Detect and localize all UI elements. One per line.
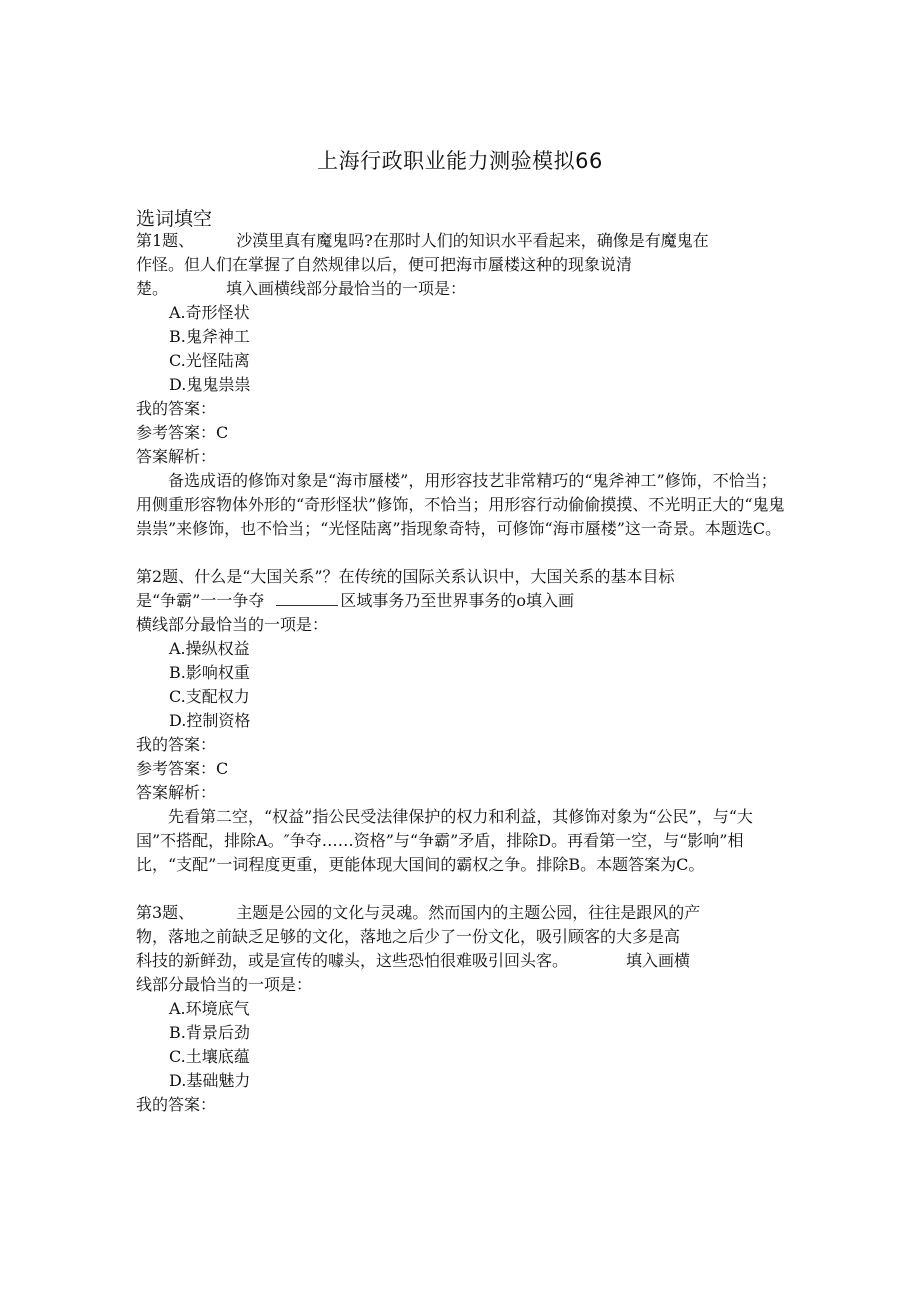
- analysis-text: 先看第二空，“权益”指公民受法律保护的权力和利益，其修饰对象为“公民”，与“大国”不搭配，排除A。″争夺……资格”与“争霸”矛盾，排除D。再看第一空，与“影响”相比，“支配”一词程度更重，更能体现大国间的霸权之争。排除B。本题答案为C。: [136, 807, 753, 874]
- option-d[interactable]: D.鬼鬼祟祟: [169, 375, 251, 394]
- question-number: 第2题、: [136, 567, 195, 586]
- question-stem-line: 是“争霸”一一争夺 区域事务乃至世界事务的o填入画: [136, 591, 575, 610]
- question-list: [136, 229, 786, 1117]
- reference-answer: 参考答案：C: [136, 423, 229, 442]
- question-stem: 第3题、 主题是公园的文化与灵魂。然而国内的主题公园，往往是跟风的产: [136, 903, 701, 922]
- question-number: 第3题、: [136, 903, 195, 922]
- question-2: [136, 565, 786, 877]
- option-a[interactable]: A.操纵权益: [169, 639, 250, 658]
- question-number: 第1题、: [136, 231, 195, 250]
- reference-answer: 参考答案：C: [136, 759, 229, 778]
- section-heading: 选词填空: [136, 208, 213, 230]
- question-3: [136, 901, 786, 1117]
- option-a[interactable]: A.奇形怪状: [169, 303, 250, 322]
- question-1: [136, 229, 786, 541]
- question-stem-line: 线部分最恰当的一项是：: [136, 975, 313, 994]
- question-stem: 第2题、什么是“大国关系”？在传统的国际关系认识中，大国关系的基本目标: [136, 567, 675, 586]
- question-stem-line: 楚。 填入画横线部分最恰当的一项是：: [136, 279, 467, 298]
- analysis-label: 答案解析：: [136, 447, 217, 466]
- my-answer-label: 我的答案：: [136, 399, 217, 418]
- question-stem-line: 科技的新鲜劲，或是宣传的噱头，这些恐怕很难吸引回头客。 填入画横: [136, 951, 691, 970]
- option-d[interactable]: D.控制资格: [169, 711, 251, 730]
- option-c[interactable]: C.支配权力: [169, 687, 250, 706]
- option-b[interactable]: B.鬼斧神工: [169, 327, 250, 346]
- analysis-text: 备选成语的修饰对象是“海市蜃楼”，用形容技艺非常精巧的“鬼斧神工”修饰，不恰当；用侧重形容物体外形的“奇形怪状”修饰，不恰当；用形容行动偷偷摸摸、不光明正大的“鬼鬼祟祟”来修饰，也不恰当；“光怪陆离”指现象奇特，可修饰“海市蜃楼”这一奇景。本题选C。: [136, 471, 785, 538]
- my-answer-label: 我的答案：: [136, 735, 217, 754]
- question-stem-line: 作怪。但人们在掌握了自然规律以后，便可把海市蜃楼这种的现象说清: [136, 255, 633, 274]
- option-a[interactable]: A.环境底气: [169, 999, 250, 1018]
- page-title: 上海行政职业能力测验模拟66: [317, 149, 603, 173]
- option-c[interactable]: C.光怪陆离: [169, 351, 250, 370]
- option-d[interactable]: D.基础魅力: [169, 1071, 251, 1090]
- question-stem-line: 物，落地之前缺乏足够的文化，落地之后少了一份文化，吸引顾客的大多是高: [136, 927, 681, 946]
- option-b[interactable]: B.影响权重: [169, 663, 250, 682]
- my-answer-label: 我的答案：: [136, 1095, 217, 1114]
- fill-blank: [276, 589, 338, 606]
- option-c[interactable]: C.土壤底蕴: [169, 1047, 250, 1066]
- question-stem-line: 横线部分最恰当的一项是：: [136, 615, 329, 634]
- option-b[interactable]: B.背景后劲: [169, 1023, 250, 1042]
- analysis-label: 答案解析：: [136, 783, 217, 802]
- question-stem: 第1题、 沙漠里真有魔鬼吗?在那时人们的知识水平看起来，确像是有魔鬼在: [136, 231, 709, 250]
